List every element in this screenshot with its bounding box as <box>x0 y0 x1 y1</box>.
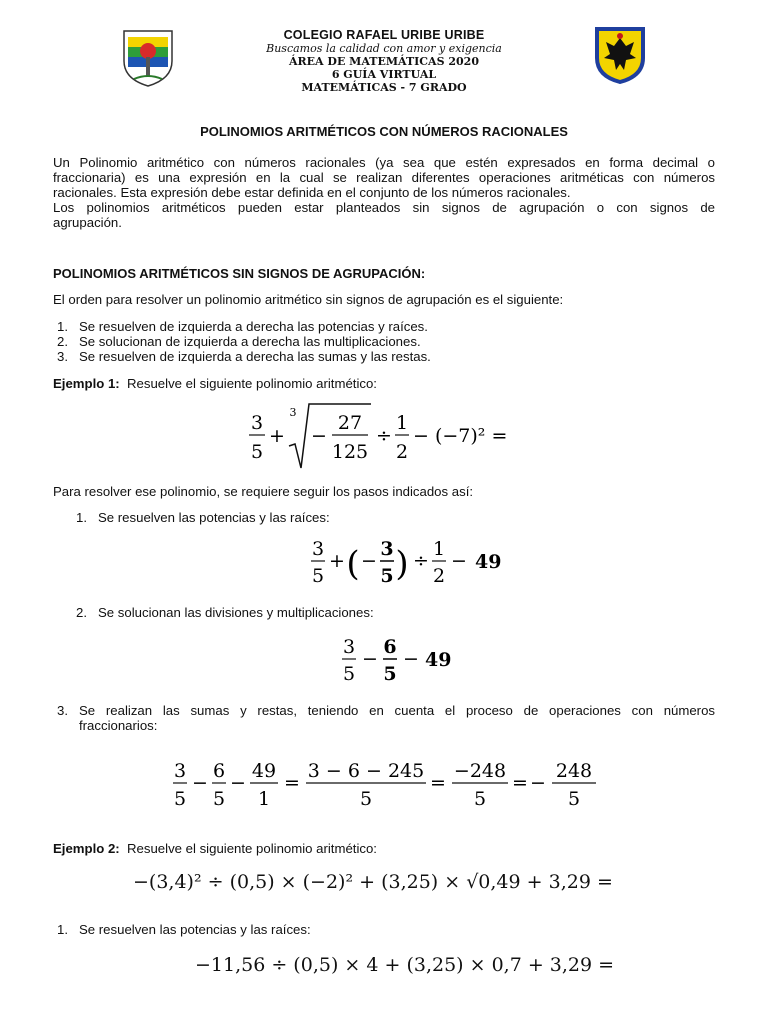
list-text: Se solucionan de izquierda a derecha las multiplicaciones. <box>79 334 421 349</box>
minus-sign: − <box>530 772 546 794</box>
intro-line: agrupación. <box>53 215 122 230</box>
fraction-denominator: 5 <box>473 788 487 810</box>
minus-sign: − <box>361 550 377 572</box>
list-text: Se resuelven de izquierda a derecha las sumas y las restas. <box>79 349 431 364</box>
example-label-line <box>53 841 377 857</box>
list-number: 1. <box>57 319 68 334</box>
step-item <box>57 703 715 718</box>
fraction-numerator: 248 <box>555 760 593 782</box>
fraction-denominator: 5 <box>567 788 581 810</box>
example-instruction: Resuelve el siguiente polinomio aritmético: <box>127 376 377 391</box>
bold-number: 49 <box>475 551 502 573</box>
list-number: 3. <box>57 349 68 364</box>
fraction-numerator: 3 <box>173 760 187 782</box>
equals-sign: = <box>284 772 300 794</box>
fraction-denominator: 5 <box>342 663 356 685</box>
plus-sign: + <box>269 425 285 447</box>
school-motto: Buscamos la calidad con amor y exigencia <box>266 42 502 55</box>
subject-area: ÁREA DE MATEMÁTICAS 2020 <box>289 55 479 68</box>
example-label-line <box>53 376 377 392</box>
fraction-numerator: 6 <box>383 636 397 658</box>
bold-number: 49 <box>425 649 452 671</box>
section-heading: POLINOMIOS ARITMÉTICOS SIN SIGNOS DE AGRUPACIÓN: <box>53 266 426 281</box>
division-sign: ÷ <box>413 550 429 572</box>
intro-line: fraccionaria) es una expresión en la cual se realizan diferentes operaciones aritméticas con números <box>53 170 715 185</box>
guide-number: 6 GUÍA VIRTUAL <box>331 68 437 81</box>
minus-sign: − <box>362 648 378 670</box>
order-text: El orden para resolver un polinomio aritmético sin signos de agrupación es el siguiente: <box>53 292 564 307</box>
expression-tail: − (−7)² = <box>413 425 508 447</box>
step1-expression <box>303 535 503 595</box>
root-index: 3 <box>289 406 297 419</box>
example1-expression <box>243 400 543 472</box>
step-text: Se solucionan las divisiones y multiplicaciones: <box>98 605 374 620</box>
example2-step1-expression: −11,56 ÷ (0,5) × 4 + (3,25) × 0,7 + 3,29 = <box>195 954 615 976</box>
fraction-numerator: 49 <box>251 760 277 782</box>
list-text: Se resuelven de izquierda a derecha las potencias y raíces. <box>79 319 428 334</box>
fraction-numerator: 27 <box>337 412 363 434</box>
equals-sign: = <box>512 772 528 794</box>
fraction-numerator: 6 <box>212 760 226 782</box>
minus-sign: − <box>451 550 467 572</box>
fraction-numerator: −248 <box>453 760 507 782</box>
minus-sign: − <box>311 425 327 447</box>
plus-sign: + <box>329 550 345 572</box>
fraction-numerator: 3 <box>250 412 264 434</box>
fraction-denominator: 2 <box>432 565 446 587</box>
step-number: 1. <box>76 510 87 525</box>
minus-sign: − <box>230 772 246 794</box>
fraction-numerator: 3 <box>311 538 325 560</box>
fraction-denominator: 5 <box>380 565 394 587</box>
fraction-numerator: 3 − 6 − 245 <box>307 760 425 782</box>
fraction-numerator: 1 <box>395 412 409 434</box>
fraction-numerator: 3 <box>380 538 394 560</box>
fraction-numerator: 1 <box>432 538 446 560</box>
example-label: Ejemplo 2: <box>53 841 120 856</box>
example2-expression: −(3,4)² ÷ (0,5) × (−2)² + (3,25) × √0,49 + 3,29 = <box>133 871 613 893</box>
grade-label: MATEMÁTICAS - 7 GRADO <box>301 81 467 94</box>
minus-sign: − <box>192 772 208 794</box>
intro-line: Un Polinomio aritmético con números racionales (ya sea que estén expresados en forma decimal o <box>53 155 715 170</box>
document-title: POLINOMIOS ARITMÉTICOS CON NÚMEROS RACIONALES <box>200 124 568 139</box>
school-name: COLEGIO RAFAEL URIBE URIBE <box>283 28 485 42</box>
example-instruction: Resuelve el siguiente polinomio aritmético: <box>127 841 377 856</box>
division-sign: ÷ <box>376 425 392 447</box>
minus-sign: − <box>403 648 419 670</box>
list-number: 2. <box>57 334 68 349</box>
fraction-denominator: 1 <box>257 788 271 810</box>
example-label: Ejemplo 1: <box>53 376 120 391</box>
fraction-denominator: 2 <box>395 441 409 463</box>
fraction-denominator: 5 <box>311 565 325 587</box>
step-item <box>76 510 330 525</box>
step3-expression <box>164 757 604 817</box>
fraction-denominator: 125 <box>331 441 369 463</box>
step-text: Se resuelven las potencias y las raíces: <box>79 922 311 937</box>
list-item <box>57 334 421 349</box>
fraction-numerator: 3 <box>342 636 356 658</box>
step-text: Se realizan las sumas y restas, teniendo en cuenta el proceso de operaciones con números <box>79 703 715 718</box>
fraction-denominator: 5 <box>173 788 187 810</box>
fraction-denominator: 5 <box>359 788 373 810</box>
step-item <box>76 605 374 620</box>
step-text-continued: fraccionarios: <box>79 718 158 733</box>
fraction-denominator: 5 <box>383 663 397 685</box>
step-number: 1. <box>57 922 68 937</box>
fraction-denominator: 5 <box>250 441 264 463</box>
step-number: 2. <box>76 605 87 620</box>
right-paren: ) <box>395 544 409 584</box>
list-item <box>57 349 431 364</box>
step2-expression <box>333 633 483 693</box>
intro-line: Los polinomios aritméticos pueden estar planteados sin signos de agrupación o con signos de <box>53 200 715 215</box>
step-item <box>57 922 311 937</box>
equals-sign: = <box>430 772 446 794</box>
list-item <box>57 319 428 334</box>
intro-line: racionales. Esta expresión debe estar definida en el conjunto de los números racionales. <box>53 185 571 200</box>
step-text: Se resuelven las potencias y las raíces: <box>98 510 330 525</box>
step-number: 3. <box>57 703 68 718</box>
left-paren: ( <box>346 544 360 584</box>
fraction-denominator: 5 <box>212 788 226 810</box>
steps-intro: Para resolver ese polinomio, se requiere seguir los pasos indicados así: <box>53 484 474 499</box>
